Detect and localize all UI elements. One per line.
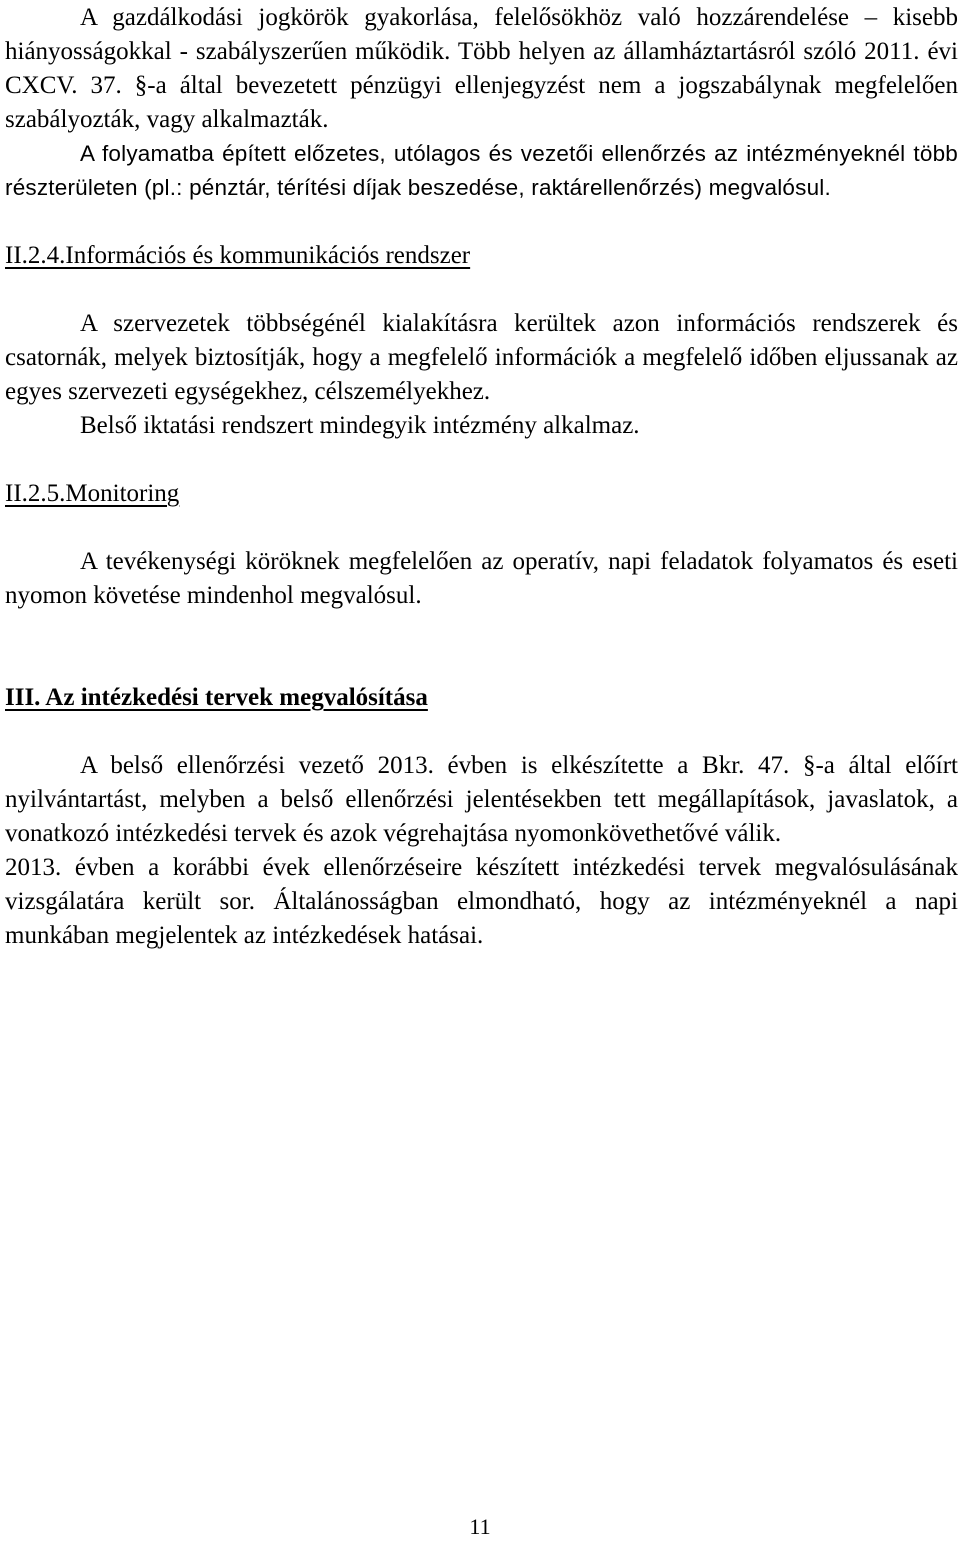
section-heading-monitoring: II.2.5.Monitoring <box>5 480 180 507</box>
document-page <box>5 0 958 953</box>
paragraph-belso-ellenorzesi-vezeto: A belső ellenőrzési vezető 2013. évben is elkészítette a Bkr. 47. §-a által előírt nyilvántartást, melyben a belső ellenőrzési jelentésekben tett megállapítások, javaslatok, a vonatkozó intézkedési tervek és azok végrehajtása nyomonkövethetővé válik. <box>5 752 958 847</box>
paragraph-informacios-rendszerek: A szervezetek többségénél kialakításra kerültek azon információs rendszerek és csatornák, melyek biztosítják, hogy a megfelelő információk a megfelelő időben eljussanak az egyes szervezeti egységekhez, célszemélyekhez. <box>5 310 958 405</box>
page-number: 11 <box>469 1514 491 1539</box>
paragraph-belso-iktatasi-rendszer: Belső iktatási rendszert mindegyik intézmény alkalmaz. <box>80 412 640 439</box>
paragraph-gazdalkodasi-jogkorok: A gazdálkodási jogkörök gyakorlása, felelősökhöz való hozzárendelése – kisebb hiányosságokkal - szabályszerűen működik. Több helyen az államháztartásról szóló 2011. évi CXCV. 37. §-a által bevezetett pénzügyi ellenjegyzést nem a jogszabálynak megfelelően szabályozták, vagy alkalmazták. <box>5 4 958 133</box>
paragraph-2013-evben: 2013. évben a korábbi évek ellenőrzéseire készített intézkedési tervek megvalósulásának vizsgálatára került sor. Általánosságban elmondható, hogy az intézményeknél a napi munkában megjelentek az intézkedések hatásai. <box>5 854 958 949</box>
section-heading-informacios-rendszer: II.2.4.Információs és kommunikációs rendszer <box>5 242 471 269</box>
paragraph-folyamatba-epitett-ellenorzes: A folyamatba épített előzetes, utólagos és vezetői ellenőrzés az intézményeknél több részterületen (pl.: pénztár, térítési díjak beszedése, raktárellenőrzés) megvalósul. <box>5 141 958 200</box>
paragraph-tevekenysegi-korok: A tevékenységi köröknek megfelelően az operatív, napi feladatok folyamatos és eseti nyomon követése mindenhol megvalósul. <box>5 548 958 609</box>
section-heading-intezkedesi-tervek: III. Az intézkedési tervek megvalósítása <box>5 684 428 711</box>
